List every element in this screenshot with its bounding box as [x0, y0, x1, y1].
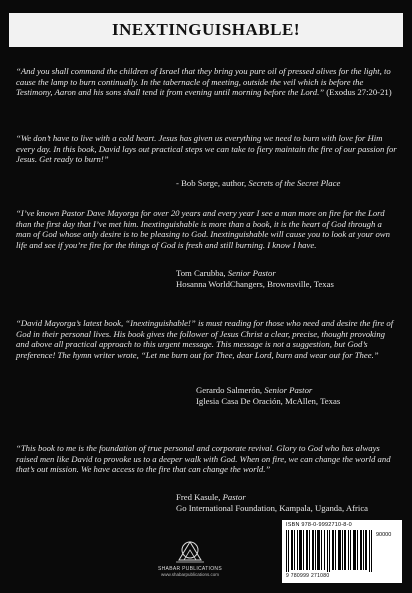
- attribution-org: Go International Foundation, Kampala, Uganda, Africa: [176, 502, 369, 513]
- title-band: [9, 13, 403, 47]
- endorsement-text: “We don’t have to live with a cold heart. Jesus has given us everything we need to burn with love for Him every day. In this book, David lays out practical steps we can take to fiery maintain the fire of our passion for Jesus. Get ready to burn!”: [16, 133, 397, 165]
- attribution-org: Hosanna WorldChangers, Brownsville, Texas: [176, 278, 334, 289]
- attribution-salmeron: [196, 385, 340, 406]
- attribution-sorge: [176, 178, 340, 189]
- endorsement-text: “I’ve known Pastor Dave Mayorga for over 20 years and every year I see a man more on fire for the Lord than the first day that I’ve met him. Inextinguishable is more than a book, it is the heart of God through a man of God whose only desire is to be pleasing to God. Inextinguishable will cause you to look at your own life and see if you’re fire for the things of God is fresh and still burning. I know I have.: [16, 208, 390, 250]
- book-title: INEXTINGUISHABLE!: [112, 20, 300, 39]
- shabar-logo-icon: [173, 538, 207, 566]
- publisher-url: www.shabarpublications.com: [160, 572, 220, 577]
- attribution-author: - Bob Sorge, author,: [176, 178, 249, 188]
- attribution-role: Senior Pastor: [227, 268, 276, 278]
- isbn-addon: 90000: [376, 532, 392, 538]
- barcode-digits: 9 780999 271080: [286, 573, 330, 579]
- endorsement-salmeron: [16, 318, 398, 360]
- attribution-org: Iglesia Casa De Oración, McAllen, Texas: [196, 395, 341, 406]
- attribution-kasule: [176, 492, 368, 513]
- attribution-role: Pastor: [222, 492, 246, 502]
- isbn-number: ISBN 978-0-9992710-8-0: [286, 522, 352, 528]
- attribution-book: Secrets of the Secret Place: [248, 178, 341, 188]
- scripture-quote: [16, 66, 398, 98]
- attribution-carubba: [176, 268, 334, 289]
- attribution-name: Tom Carubba,: [176, 268, 228, 278]
- attribution-name: Fred Kasule,: [176, 492, 223, 502]
- endorsement-sorge: [16, 133, 398, 165]
- scripture-reference: (Exodus 27:20-21): [324, 87, 392, 98]
- publisher-name: SHABAR PUBLICATIONS: [158, 566, 222, 572]
- publisher-logo: [150, 538, 230, 582]
- endorsement-text: “David Mayorga’s latest book, “Inextinguishable!” is must reading for those who need and desire the fire of God in their personal lives. His book gives the follower of Jesus Christ a clear, precise, thought provoking and above all practical approach to this urgent message. This message is not a suggestion, but God’s preference! The hymn writer wrote, “Let me burn out for Thee, dear Lord, burn and wear out for Thee.”: [16, 318, 394, 360]
- endorsement-text: “This book to me is the foundation of true personal and corporate revival. Glory to God who has always raised men like David to provoke us to a deeper walk with God. When on fire, we can change the world and that’s out mission. We have access to the fire that can change the world.”: [16, 443, 391, 475]
- attribution-role: Senior Pastor: [264, 385, 313, 395]
- endorsement-kasule: [16, 443, 398, 475]
- barcode-bars-icon: [286, 530, 372, 572]
- isbn-barcode: [282, 520, 402, 583]
- scripture-text: “And you shall command the children of Israel that they bring you pure oil of pressed olives for the light, to cause the lamp to burn continually. In the tabernacle of meeting, outside the veil which is before the Testimony, Aaron and his sons shall tend it from evening until morning before the Lord.”: [16, 66, 391, 98]
- endorsement-carubba: [16, 208, 398, 250]
- attribution-name: Gerardo Salmerón,: [196, 385, 265, 395]
